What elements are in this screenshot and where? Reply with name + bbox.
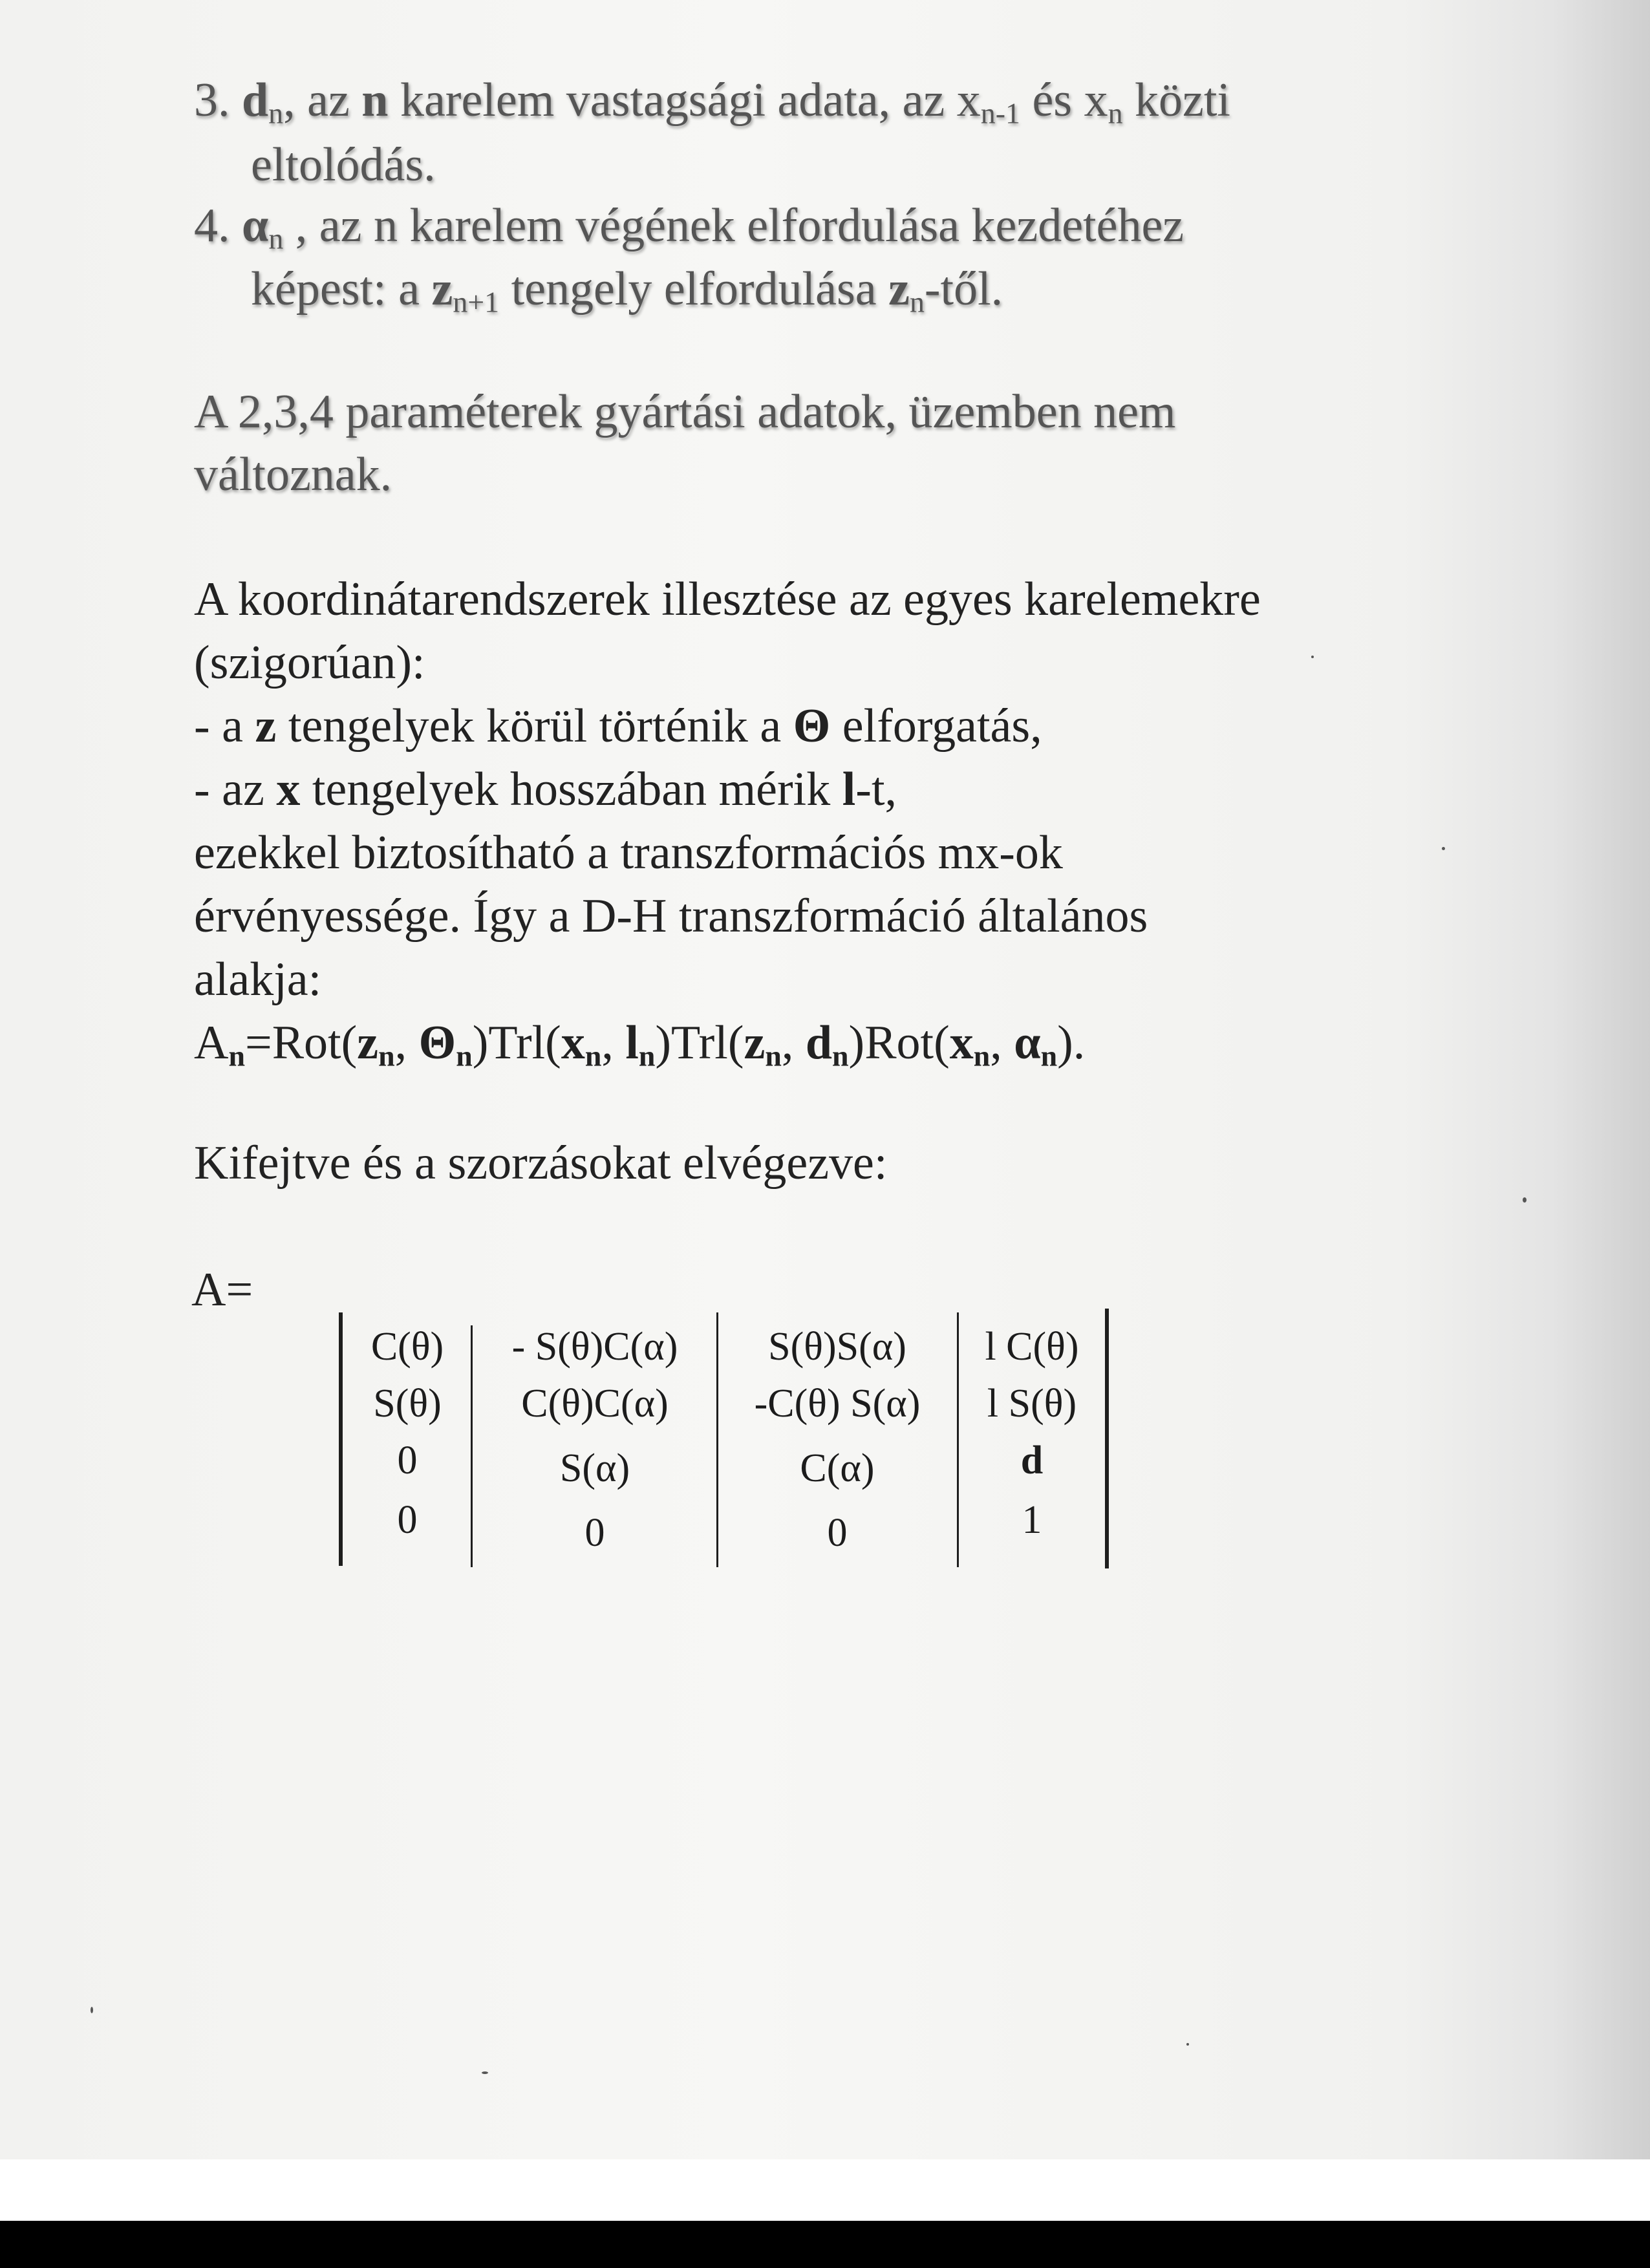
subscript: n [832, 1039, 849, 1073]
matrix-column-divider [716, 1312, 718, 1567]
list-item-4 [194, 199, 1184, 255]
subscript: n [584, 1039, 602, 1073]
paragraph-line: (szigorúan): [194, 636, 425, 689]
subscript: n [378, 1039, 395, 1073]
symbol-l: l [625, 1016, 639, 1069]
symbol-x: x [949, 1016, 974, 1069]
text: , az n karelem végének elfordulása kezdetéhez [283, 199, 1184, 252]
text: , [601, 1016, 626, 1069]
matrix-column-divider [471, 1325, 473, 1567]
matrix-cell: d [1020, 1439, 1044, 1482]
text: közti [1122, 74, 1230, 127]
text: tengelyek körül történik a [276, 700, 793, 753]
matrix-cell: S(θ) [373, 1382, 442, 1426]
symbol-z: z [255, 700, 277, 753]
matrix-cell: - S(θ)C(α) [511, 1325, 678, 1369]
list-item-4-continuation [251, 262, 1003, 319]
text: )Trl( [472, 1016, 561, 1069]
matrix-cell: C(α) [800, 1446, 875, 1490]
symbol-z: z [357, 1016, 379, 1069]
text: )Rot( [848, 1016, 950, 1069]
subscript: n [228, 1039, 245, 1073]
subscript: n [638, 1039, 656, 1073]
symbol-alpha: α [242, 199, 269, 252]
text: , az [283, 74, 362, 127]
list-item-3 [194, 74, 1230, 130]
matrix-cell: 0 [397, 1498, 418, 1542]
paragraph-line: A 2,3,4 paraméterek gyártási adatok, üzemben nem [194, 385, 1176, 438]
scan-speck [1442, 847, 1445, 850]
subscript: n+1 [453, 285, 500, 319]
matrix-label: A= [191, 1263, 253, 1316]
text: tengely elfordulása [499, 262, 889, 316]
matrix-cell: 1 [1022, 1498, 1042, 1542]
text: , [394, 1016, 419, 1069]
matrix-left-bracket [339, 1312, 343, 1566]
scan-speck [91, 2007, 93, 2013]
item-number: 3. [194, 74, 230, 127]
paragraph-line: változnak. [194, 448, 392, 501]
text: )Trl( [655, 1016, 744, 1069]
scan-speck [1523, 1197, 1527, 1203]
item-number: 4. [194, 199, 230, 252]
matrix-column-divider [957, 1312, 959, 1567]
scan-speck [482, 2071, 488, 2074]
text: képest: a [251, 262, 432, 316]
text: , [990, 1016, 1014, 1069]
matrix-cell: S(α) [559, 1446, 630, 1490]
symbol-z: z [431, 262, 453, 316]
symbol-z: z [744, 1016, 766, 1069]
matrix-cell: 0 [827, 1511, 848, 1555]
matrix-cell: C(θ) [370, 1325, 444, 1369]
paragraph-line: érvényessége. Így a D-H transzformáció általános [194, 890, 1148, 943]
text: A [194, 1016, 229, 1069]
subscript: n [456, 1039, 473, 1073]
subscript: n-1 [980, 96, 1020, 130]
paragraph-line: Kifejtve és a szorzásokat elvégezve: [194, 1137, 888, 1190]
matrix-cell: 0 [397, 1439, 418, 1482]
text: =Rot( [244, 1016, 358, 1069]
matrix-cell: -C(θ) S(α) [754, 1382, 921, 1426]
symbol-alpha: α [1014, 1016, 1041, 1069]
paragraph-line: ezekkel biztosítható a transzformációs mx-ok [194, 826, 1063, 879]
text: elforgatás, [830, 700, 1042, 753]
symbol-l: l [842, 763, 856, 816]
symbol-x: x [276, 763, 301, 816]
matrix-cell: 0 [584, 1511, 605, 1555]
scan-speck [1186, 2043, 1189, 2046]
text: - a [194, 700, 255, 753]
matrix-right-bracket [1105, 1309, 1109, 1568]
text: -től. [924, 262, 1003, 316]
subscript: n [1040, 1039, 1058, 1073]
subscript: n [268, 222, 284, 255]
subscript: n [909, 285, 925, 319]
text: ). [1057, 1016, 1086, 1069]
symbol-n: n [361, 74, 389, 127]
subscript: n [268, 96, 284, 130]
text: és x [1020, 74, 1108, 127]
paragraph-line: alakja: [194, 953, 322, 1006]
matrix-cell: l C(θ) [985, 1325, 1079, 1369]
subscript: n [1108, 96, 1123, 130]
matrix-cell: S(θ)S(α) [768, 1325, 906, 1369]
text: tengelyek hosszában mérik [300, 763, 842, 816]
matrix-cell: C(θ)C(α) [521, 1382, 669, 1426]
symbol-z: z [888, 262, 910, 316]
text: -t, [855, 763, 897, 816]
dh-formula [194, 1016, 1086, 1073]
paragraph-line: A koordinátarendszerek illesztése az egyes karelemekre [194, 573, 1261, 626]
subscript: n [765, 1039, 782, 1073]
symbol-d: d [242, 74, 269, 127]
bullet-line-x-axis [194, 763, 897, 816]
symbol-x: x [561, 1016, 585, 1069]
symbol-theta: Θ [793, 700, 831, 753]
symbol-d: d [805, 1016, 833, 1069]
bullet-line-z-axis [194, 700, 1042, 753]
text: , [781, 1016, 806, 1069]
subscript: n [973, 1039, 991, 1073]
page-bottom-edge [0, 2159, 1650, 2221]
matrix-cell: l S(θ) [987, 1382, 1077, 1426]
scan-speck [1311, 656, 1314, 658]
list-item-3-continuation: eltolódás. [251, 138, 436, 191]
text: karelem vastagsági adata, az x [388, 74, 981, 127]
text: - az [194, 763, 277, 816]
symbol-theta: Θ [418, 1016, 456, 1069]
